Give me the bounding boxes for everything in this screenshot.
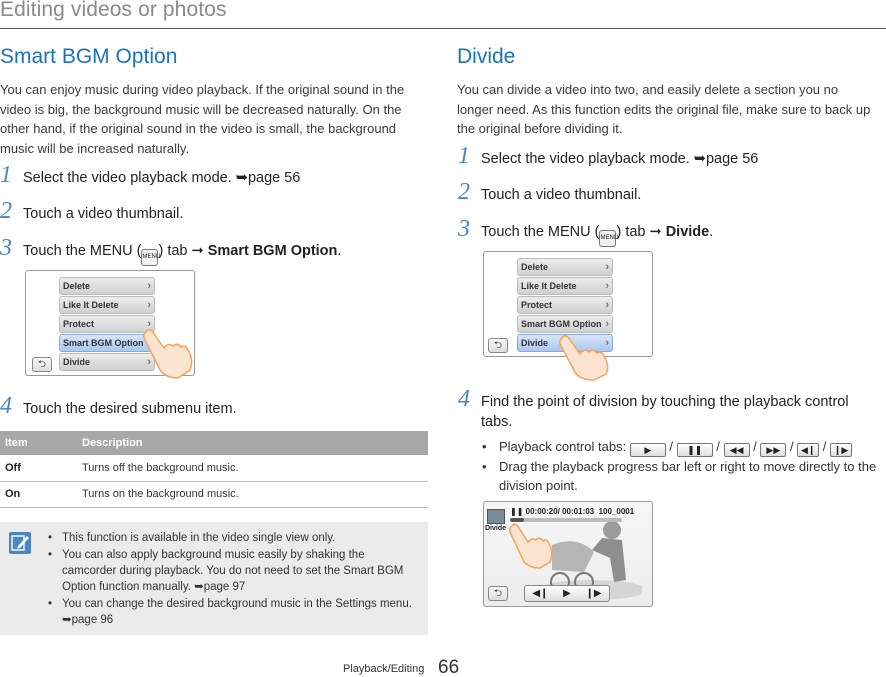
section-title: Divide xyxy=(457,45,516,68)
smart-bgm-section xyxy=(0,45,428,158)
menu-item-like-it-delete[interactable]: Like It Delete › xyxy=(59,296,155,314)
left-step-2: 2 Touch a video thumbnail. xyxy=(0,198,184,224)
hand-pointer-icon xyxy=(506,522,556,570)
step-back-icon[interactable]: ◀❙ xyxy=(532,588,549,599)
section-title: Smart BGM Option xyxy=(0,45,178,68)
menu-key-icon: MENU xyxy=(599,230,616,247)
section-intro: You can enjoy music during video playback. If the original sound in the video is big, the background music will be decreased naturally. On the other hand, if the original sound in the video is small, the background music will be increased naturally. xyxy=(0,82,405,156)
page-ref: ➥page 56 xyxy=(693,151,759,167)
divide-label: Divide xyxy=(485,525,507,532)
note-item: • This function is available in the video single view only. xyxy=(48,530,420,546)
left-step-1: 1 Select the video playback mode. ➥page 56 xyxy=(0,162,301,188)
table-row: Off Turns off the background music. xyxy=(0,455,428,481)
step-back-control-icon[interactable]: ◀❙ xyxy=(797,443,819,457)
divide-section xyxy=(457,45,877,139)
menu-item-divide[interactable]: Divide › xyxy=(59,353,155,371)
left-step-3: 3 Touch the MENU (MENU) tab ➞ Smart BGM Option. xyxy=(0,241,341,266)
hand-pointer-icon xyxy=(554,332,614,382)
table-header-description: Description xyxy=(77,431,428,455)
section-intro: You can divide a video into two, and easily delete a section you no longer need. As this function edits the original file, make sure to back up the original before dividing it. xyxy=(457,82,871,136)
note-item: • You can change the desired background music in the Settings menu. ➥page 96 xyxy=(48,596,420,628)
menu-item-protect[interactable]: Protect › xyxy=(59,315,155,333)
note-box xyxy=(0,522,428,635)
rewind-control-icon[interactable]: ◀◀ xyxy=(724,443,750,457)
playback-bullets xyxy=(458,437,878,495)
list-item: • Drag the playback progress bar left or right to move directly to the division point. xyxy=(458,457,878,495)
table-header-item: Item xyxy=(0,431,77,455)
play-icon[interactable]: ▶ xyxy=(563,588,571,599)
menu-screen xyxy=(483,251,653,357)
page-number: 66 xyxy=(438,657,460,677)
right-step-3: 3 Touch the MENU (MENU) tab ➞ Divide. xyxy=(458,222,713,247)
back-button[interactable]: ⮌ xyxy=(488,338,508,353)
table-row: On Turns on the background music. xyxy=(0,481,428,507)
divide-icon[interactable] xyxy=(487,509,505,524)
menu-item-delete[interactable]: Delete › xyxy=(517,258,613,276)
playback-controls xyxy=(524,585,610,602)
list-item: • Playback control tabs: ▶ / ❚❚ / ◀◀ / ▶▶ / ◀❙ / ❙▶ xyxy=(458,437,878,457)
left-step-4: 4 Touch the desired submenu item. xyxy=(0,393,237,419)
menu-item-smart-bgm[interactable]: Smart BGM Option xyxy=(59,334,155,352)
step-forward-control-icon[interactable]: ❙▶ xyxy=(830,443,852,457)
step-forward-icon[interactable]: ❙▶ xyxy=(585,588,602,599)
submenu-table xyxy=(0,431,428,508)
page-header-title: Editing videos or photos xyxy=(0,0,227,21)
play-control-icon[interactable]: ▶ xyxy=(630,443,666,457)
menu-item-delete[interactable]: Delete › xyxy=(59,277,155,295)
menu-item-protect[interactable]: Protect › xyxy=(517,296,613,314)
pause-control-icon[interactable]: ❚❚ xyxy=(677,443,713,457)
fast-forward-control-icon[interactable]: ▶▶ xyxy=(760,443,786,457)
note-item: • You can also apply background music easily by shaking the camcorder during playback. You do not need to set the Smart BGM Option function manually. ➥page 97 xyxy=(48,547,420,595)
back-button[interactable]: ⮌ xyxy=(32,357,52,372)
menu-item-divide[interactable]: Divide › xyxy=(517,334,613,352)
menu-item-smart-bgm[interactable]: Smart BGM Option › xyxy=(517,315,613,333)
right-step-2: 2 Touch a video thumbnail. xyxy=(458,179,642,205)
header-rule xyxy=(0,28,886,29)
footer-section-label: Playback/Editing xyxy=(343,663,425,675)
note-list xyxy=(48,530,420,629)
page-ref: ➥page 56 xyxy=(235,170,301,186)
menu-item-like-it-delete[interactable]: Like It Delete › xyxy=(517,277,613,295)
menu-screen xyxy=(25,270,195,376)
right-step-1: 1 Select the video playback mode. ➥page 56 xyxy=(458,143,759,169)
menu-key-icon: MENU xyxy=(141,249,158,266)
note-pencil-icon xyxy=(9,532,31,554)
hand-pointer-icon xyxy=(138,326,198,381)
playback-time: ❚❚ 00:00:20/ 00:01:03 100_0001 xyxy=(510,507,635,516)
playback-screen xyxy=(483,501,653,607)
back-button[interactable]: ⮌ xyxy=(488,586,508,601)
right-step-4: 4 Find the point of division by touching the playback control tabs. xyxy=(458,386,849,430)
